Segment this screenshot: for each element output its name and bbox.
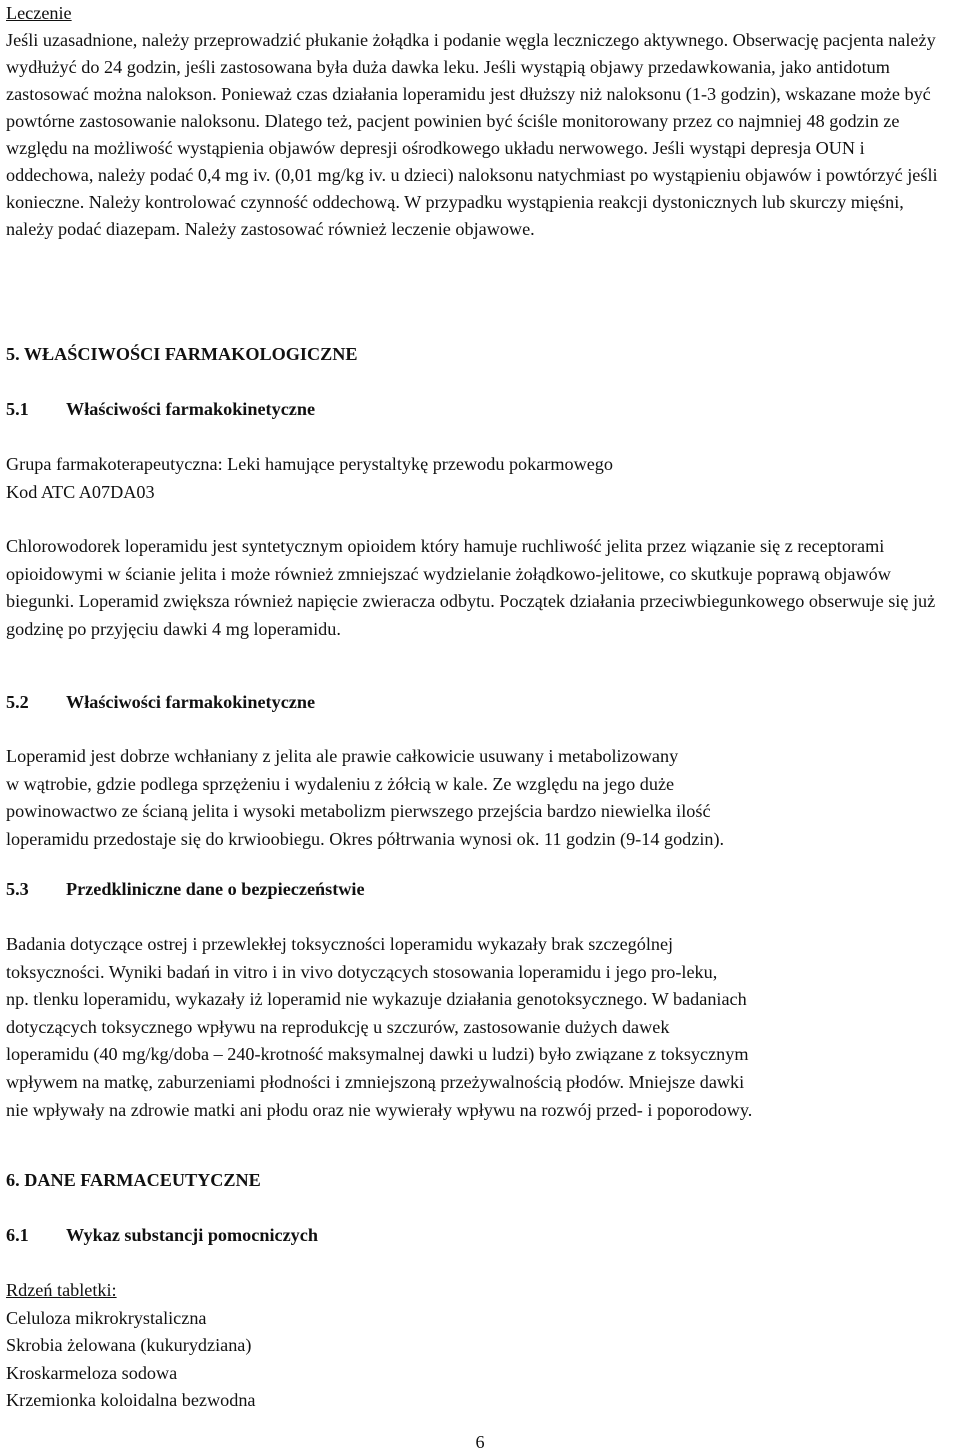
section-5-2-paragraph — [6, 743, 956, 853]
section-5-3-line: Badania dotyczące ostrej i przewlekłej toksyczności loperamidu wykazały brak szczególnej — [6, 934, 674, 954]
pharmacotherapeutic-group: Grupa farmakoterapeutyczna: Leki hamujące perystaltykę przewodu pokarmowego — [6, 454, 613, 474]
excipients-list — [6, 1277, 956, 1415]
atc-code: Kod ATC A07DA03 — [6, 481, 155, 502]
page-number: 6 — [475, 1432, 485, 1452]
section-5-1-heading — [6, 396, 315, 423]
section-5-3-line: toksyczności. Wyniki badań in vitro i in vivo dotyczących stosowania loperamidu i jego pro-leku, — [6, 961, 718, 982]
section-6-1-number: 6.1 — [6, 1225, 29, 1245]
section-6-title: 6. DANE FARMACEUTYCZNE — [6, 1170, 261, 1190]
excipient-item: Krzemionka koloidalna bezwodna — [6, 1390, 256, 1411]
excipient-item: Celuloza mikrokrystaliczna — [6, 1307, 207, 1328]
section-5-2-number: 5.2 — [6, 692, 29, 712]
leczenie-block — [6, 0, 952, 243]
section-5-3-line: dotyczących toksycznego wpływu na reprodukcję u szczurów, zastosowanie dużych dawek — [6, 1016, 670, 1037]
section-5-2-line: powinowactwo ze ścianą jelita i wysoki metabolizm pierwszego przejścia bardzo niewielka ilość — [6, 801, 711, 822]
section-6-1-heading — [6, 1222, 318, 1249]
section-6-1-title: Wykaz substancji pomocniczych — [66, 1225, 318, 1245]
section-5-3-title: Przedkliniczne dane o bezpieczeństwie — [66, 879, 365, 899]
section-5-3-line: wpływem na matkę, zaburzeniami płodności i zmniejszoną przeżywalnością płodów. Mniejsze dawki — [6, 1071, 745, 1092]
section-5-2-line: w wątrobie, gdzie podlega sprzężeniu i wydaleniu z żółcią w kale. Ze względu na jego duże — [6, 773, 675, 794]
section-5-3-paragraph — [6, 931, 956, 1124]
section-5-2-heading — [6, 689, 315, 716]
section-5-1-title: Właściwości farmakokinetyczne — [66, 399, 316, 419]
leczenie-paragraph: Jeśli uzasadnione, należy przeprowadzić płukanie żołądka i podanie węgla leczniczego aktywnego. Obserwację pacjenta należy wydłużyć do 24 godzin, jeśli zastosowana była duża dawka leku. Jeśli wystąpią objawy przedawkowania, jako antidotum zastosować można nalokson. Ponieważ czas działania loperamidu jest dłuższy niż naloksonu (1-3 godzin), wskazane może być powtórne zastosowanie naloksonu. Dlatego też, pacjent powinien być ściśle monitorowany przez co najmniej 48 godzin ze względu na możliwość wystąpienia objawów depresji ośrodkowego układu nerwowego. Jeśli wystąpi depresja OUN i oddechowa, należy podać 0,4 mg iv. (0,01 mg/kg iv. u dzieci) naloksonu natychmiast po wystąpieniu objawów i powtórzyć jeśli konieczne. Należy kontrolować czynność oddechową. W przypadku wystąpienia reakcji dystonicznych lub skurczy mięśni, należy podać diazepam. Należy zastosować również leczenie objawowe. — [6, 30, 938, 239]
section-5-3-line: nie wpływały na zdrowie matki ani płodu oraz nie wywierały wpływu na rozwój przed- i poporodowy. — [6, 1099, 753, 1120]
section-5-3-number: 5.3 — [6, 879, 29, 899]
section-5-1-meta — [6, 451, 956, 506]
section-5-3-line: loperamidu (40 mg/kg/doba – 240-krotność maksymalnej dawki u ludzi) było związane z toksycznym — [6, 1044, 749, 1065]
section-5-1-paragraph: Chlorowodorek loperamidu jest syntetycznym opioidem który hamuje ruchliwość jelita przez wiązanie się z receptorami opioidowymi w ścianie jelita i może również zmniejszać wydzielanie żołądkowo-jelitowe, co skutkuje poprawą objawów biegunki. Loperamid zwiększa również napięcie zwieracza odbytu. Początek działania przeciwbiegunkowego obserwuje się już godzinę po przyjęciu dawki 4 mg loperamidu. — [6, 536, 936, 639]
excipient-item: Skrobia żelowana (kukurydziana) — [6, 1335, 252, 1356]
section-5-2-line: Loperamid jest dobrze wchłaniany z jelita ale prawie całkowicie usuwany i metabolizowany — [6, 746, 679, 766]
section-5-2-line: loperamidu przedostaje się do krwioobiegu. Okres półtrwania wynosi ok. 11 godzin (9-14 godzin). — [6, 828, 725, 849]
leczenie-heading: Leczenie — [6, 3, 72, 23]
tablet-core-subheading: Rdzeń tabletki: — [6, 1280, 117, 1300]
section-5-1-number: 5.1 — [6, 399, 29, 419]
section-5-2-title: Właściwości farmakokinetyczne — [66, 692, 316, 712]
excipient-item: Kroskarmeloza sodowa — [6, 1362, 178, 1383]
section-5-title: 5. WŁAŚCIWOŚCI FARMAKOLOGICZNE — [6, 344, 358, 364]
section-5-3-line: np. tlenku loperamidu, wykazały iż loperamid nie wykazuje działania genotoksycznego. W badaniach — [6, 989, 747, 1010]
section-5-3-heading — [6, 876, 365, 903]
